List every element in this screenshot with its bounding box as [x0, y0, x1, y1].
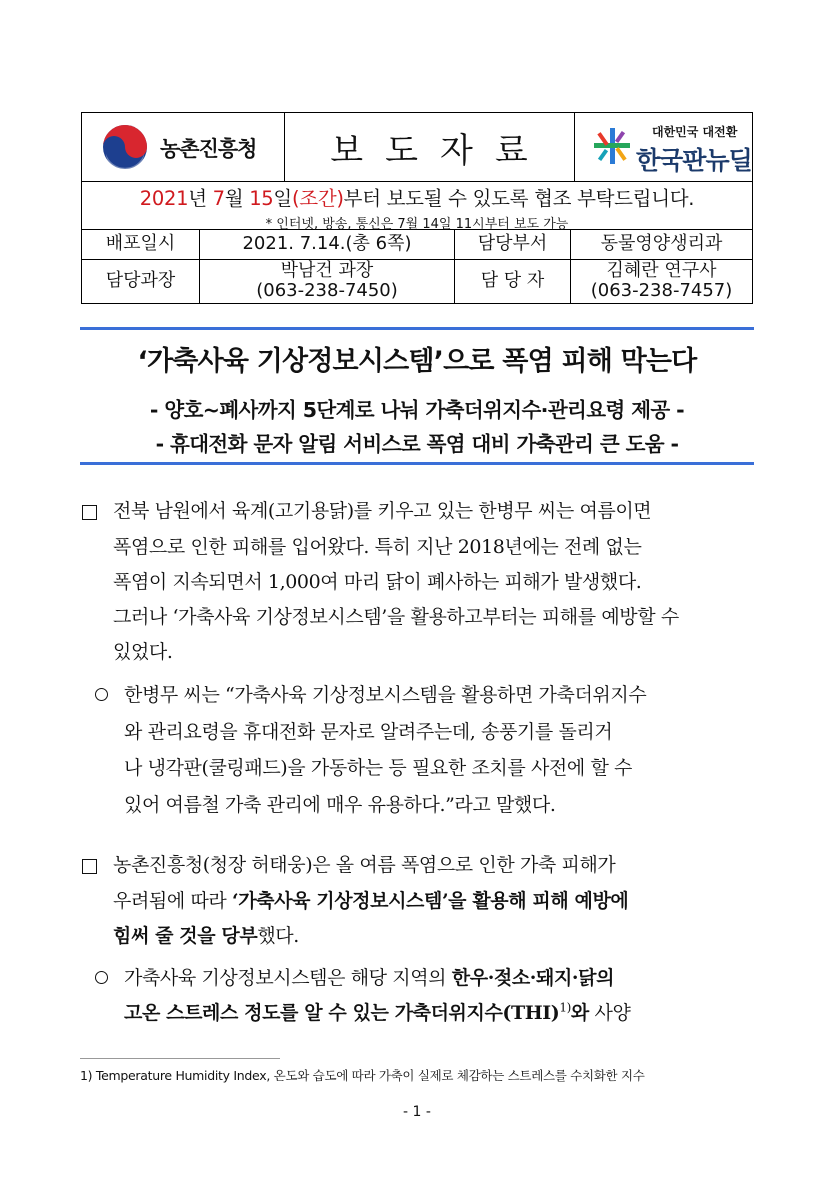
newdeal-name: 한국판뉴딜	[636, 146, 752, 175]
circle-bullet-icon	[95, 971, 108, 984]
header-logo-row	[82, 113, 752, 182]
main-title: ‘가축사육 기상정보시스템’으로 폭염 피해 막는다	[137, 346, 697, 377]
footnote-ref[interactable]: 1)	[559, 1000, 571, 1015]
manager-phone: (063-238-7450)	[256, 280, 398, 301]
manager-name: 박남건 과장	[280, 260, 374, 281]
newdeal-logo-icon	[592, 126, 632, 166]
embargo-note: * 인터넷, 방송, 통신은 7월 14일 11시부터 보도 가능	[265, 217, 569, 232]
staff-label: 담 당 자	[455, 259, 571, 303]
staff-phone: (063-238-7457)	[590, 280, 733, 301]
manager-contact	[200, 259, 455, 303]
distribution-row	[82, 229, 752, 260]
org-logo-cell	[82, 113, 285, 181]
paragraph-line: 있어 여름철 가축 관리에 매우 유용하다.”라고 말했다.	[124, 794, 556, 816]
bullet-paragraph-2	[80, 963, 756, 1033]
square-bullet-icon	[82, 505, 97, 520]
doc-type-cell	[284, 113, 575, 181]
dept-value: 동물영양생리과	[600, 233, 723, 254]
paragraph-line: 와 관리요령을 휴대전화 문자로 알려주는데, 송풍기를 돌리거	[124, 721, 613, 743]
paragraph-line: 고온 스트레스 정도를 알 수 있는 가축더위지수(THI)$^{1)}$와 사양	[124, 1000, 631, 1024]
paragraph-line: 있었다.	[113, 641, 173, 663]
embargo-row	[82, 181, 752, 230]
paragraph-line: 그러나 ‘가축사육 기상정보시스템’을 활용하고부터는 피해를 예방할 수	[113, 606, 679, 628]
newdeal-slogan: 대한민국 대전환	[652, 125, 738, 139]
emphasis-text: 한우·젖소·돼지·닭의	[451, 967, 615, 989]
paragraph-1	[80, 496, 756, 666]
manager-label: 담당과장	[82, 259, 200, 303]
paragraph-line: 폭염이 지속되면서 1,000여 마리 닭이 폐사하는 피해가 발생했다.	[113, 571, 642, 593]
emphasis-text: 고온 스트레스 정도를 알 수 있는 가축더위지수(THI)	[124, 1002, 560, 1024]
footnote: 1) Temperature Humidity Index, 온도와 습도에 따라 가축이 실제로 체감하는 스트레스를 수치화한 지수	[80, 1068, 645, 1083]
circle-bullet-icon	[95, 688, 108, 701]
paragraph-line: 우려됨에 따라 ‘가축사육 기상정보시스템’을 활용해 피해 예방에	[113, 890, 629, 912]
staff-contact	[571, 259, 752, 303]
quote-paragraph-1	[80, 680, 756, 820]
embargo-notice: 2021년 7월 15일(조간)부터 보도될 수 있도록 협조 부탁드립니다.	[139, 187, 695, 210]
emphasis-text: 힘써 줄 것을 당부	[113, 925, 258, 947]
newdeal-logo-cell	[574, 113, 752, 181]
title-top-rule	[80, 327, 754, 330]
paragraph-line: 전북 남원에서 육계(고기용닭)를 키우고 있는 한병무 씨는 여름이면	[113, 500, 652, 522]
title-bottom-rule	[80, 462, 754, 465]
footnote-rule	[80, 1058, 280, 1059]
paragraph-line: 한병무 씨는 “가축사육 기상정보시스템을 활용하면 가축더위지수	[124, 684, 647, 706]
sub-title-1: - 양호~폐사까지 5단계로 나눠 가축더위지수·관리요령 제공 -	[149, 398, 685, 422]
paragraph-line: 농촌진흥청(청장 허태웅)은 올 여름 폭염으로 인한 가축 피해가	[113, 854, 616, 876]
paragraph-line: 나 냉각판(쿨링패드)을 가동하는 등 필요한 조치를 사전에 할 수	[124, 757, 632, 779]
paragraph-line: 힘써 줄 것을 당부했다.	[113, 925, 299, 947]
paragraph-line: 폭염으로 인한 피해를 입어왔다. 특히 지난 2018년에는 전례 없는	[113, 536, 642, 558]
sub-title-2: - 휴대전화 문자 알림 서비스로 폭염 대비 가축관리 큰 도움 -	[155, 432, 679, 456]
doc-type-title: 보도자료	[330, 130, 550, 171]
dept-label: 담당부서	[455, 229, 571, 259]
taegeuk-emblem-icon	[102, 124, 148, 170]
paragraph-line: 가축사육 기상정보시스템은 해당 지역의 한우·젖소·돼지·닭의	[124, 967, 615, 989]
contact-row	[82, 259, 752, 303]
paragraph-2	[80, 850, 756, 950]
dist-date-value: 2021. 7.14.(총 6쪽)	[200, 229, 455, 259]
page-number: - 1 -	[403, 1104, 431, 1120]
staff-name: 김혜란 연구사	[606, 260, 717, 281]
emphasis-text: ‘가축사육 기상정보시스템’을 활용해 피해 예방에	[232, 890, 629, 912]
square-bullet-icon	[82, 859, 97, 874]
press-release-header-table	[81, 112, 753, 304]
dist-date-label: 배포일시	[82, 229, 200, 259]
org-name: 농촌진흥청	[160, 137, 257, 161]
